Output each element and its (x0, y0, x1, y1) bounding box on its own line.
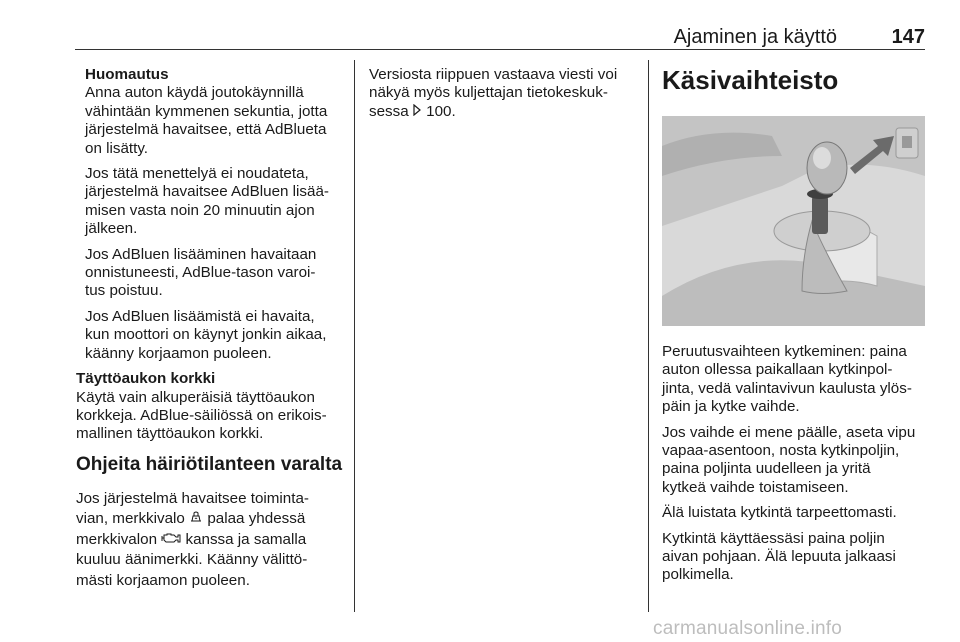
text-line: päin ja kytke vaihde. (662, 398, 800, 416)
column-divider-1 (354, 60, 355, 612)
watermark-link[interactable]: carmanualsonline.info (653, 618, 843, 639)
column-divider-2 (648, 60, 649, 612)
text-line: Jos AdBluen lisäämistä ei havaita, (85, 307, 315, 325)
text-line: polkimella. (662, 566, 734, 584)
text-line: Jos AdBluen lisääminen havaitaan (85, 245, 317, 263)
text-fragment: vian, merkkivalo (76, 510, 190, 528)
gearbox-text (662, 343, 932, 592)
text-line (369, 103, 637, 121)
text-line: Jos vaihde ei mene päälle, aseta vipu (662, 423, 916, 441)
fault-paragraph (76, 489, 348, 592)
text-line: kytkeä vaihde toistamiseen. (662, 478, 849, 496)
page-header (75, 26, 925, 50)
text-line: Versiosta riippuen vastaava viesti voi (369, 66, 618, 83)
text-line: mästi korjaamon puoleen. (76, 571, 250, 589)
text-line: järjestelmä havaitsee AdBluen lisää- (85, 183, 329, 201)
column-right (662, 66, 930, 94)
text-line: Jos tätä menettelyä ei noudateta, (85, 165, 309, 183)
text-line: käänny korjaamon puoleen. (85, 344, 272, 362)
text-line: Käytä vain alkuperäisiä täyttöaukon (76, 388, 315, 406)
text-line: tus poistuu. (85, 282, 163, 300)
filler-cap-paragraph (76, 389, 348, 444)
text-line: on lisätty. (85, 139, 149, 157)
note-paragraph-2 (85, 165, 348, 239)
text-line: kuuluu äänimerkki. Käänny välittö- (76, 551, 308, 569)
paragraph (662, 530, 932, 585)
text-fragment: palaa yhdessä (203, 510, 306, 528)
page-number: 147 (891, 26, 925, 48)
text-line: vähintään kymmenen sekuntia, jotta (85, 102, 328, 120)
text-fragment: 100. (421, 102, 456, 120)
note-paragraph-3 (85, 246, 348, 301)
gear-lever-illustration (662, 116, 925, 326)
text-line: Kytkintä käyttäessäsi paina poljin (662, 529, 885, 547)
note-paragraph-4 (85, 308, 348, 363)
note-box (76, 66, 348, 363)
text-fragment: kanssa ja samalla (181, 530, 307, 548)
text-line: järjestelmä havaitsee, että AdBlueta (85, 121, 327, 139)
note-title: Huomautus (85, 66, 169, 83)
paragraph (662, 424, 932, 498)
text-line: mallinen täyttöaukon korkki. (76, 425, 264, 443)
section-title: Käsivaihteisto (662, 65, 839, 95)
text-line: Jos järjestelmä havaitsee toiminta- (76, 489, 309, 507)
paragraph (662, 343, 932, 417)
text-line: näkyä myös kuljettajan tietokeskuk- (369, 84, 608, 102)
text-line: kun moottori on käynyt jonkin aikaa, (85, 326, 327, 344)
column-middle (369, 66, 637, 121)
paragraph (662, 504, 932, 522)
text-fragment: sessa (369, 102, 413, 120)
note-paragraph-1 (85, 84, 348, 158)
text-line: Älä luistata kytkintä tarpeettomasti. (662, 504, 897, 522)
text-line: misen vasta noin 20 minuutin ajon (85, 201, 315, 219)
text-line: Anna auton käydä joutokäynnillä (85, 84, 304, 102)
engine-warning-icon (161, 530, 181, 551)
page-reference-icon (413, 104, 422, 119)
text-line: aivan pohjaan. Älä lepuuta jalkaasi (662, 548, 896, 566)
text-line (76, 509, 348, 530)
column-left (76, 66, 348, 591)
text-line: Peruutusvaihteen kytkeminen: paina (662, 343, 907, 360)
text-line: korkkeja. AdBlue-säiliössä on erikois- (76, 406, 327, 424)
text-line: auton ollessa paikallaan kytkinpol- (662, 361, 893, 379)
text-line: paina poljinta uudelleen ja yritä (662, 460, 871, 478)
text-line: jinta, vedä valintavivun kaulusta ylös- (662, 379, 912, 397)
header-divider (75, 49, 925, 50)
section-heading: Ohjeita häiriötilanteen varalta (76, 453, 343, 475)
text-line: onnistuneesti, AdBlue-tason varoi- (85, 264, 316, 282)
chapter-title: Ajaminen ja käyttö (673, 26, 837, 48)
text-fragment: merkkivalon (76, 530, 162, 548)
adblue-warning-icon (189, 509, 203, 530)
filler-cap-subheading: Täyttöaukon korkki (76, 370, 216, 388)
text-line: jälkeen. (85, 220, 138, 238)
text-line (76, 530, 348, 551)
text-line: vapaa-asentoon, nosta kytkinpoljin, (662, 442, 900, 460)
